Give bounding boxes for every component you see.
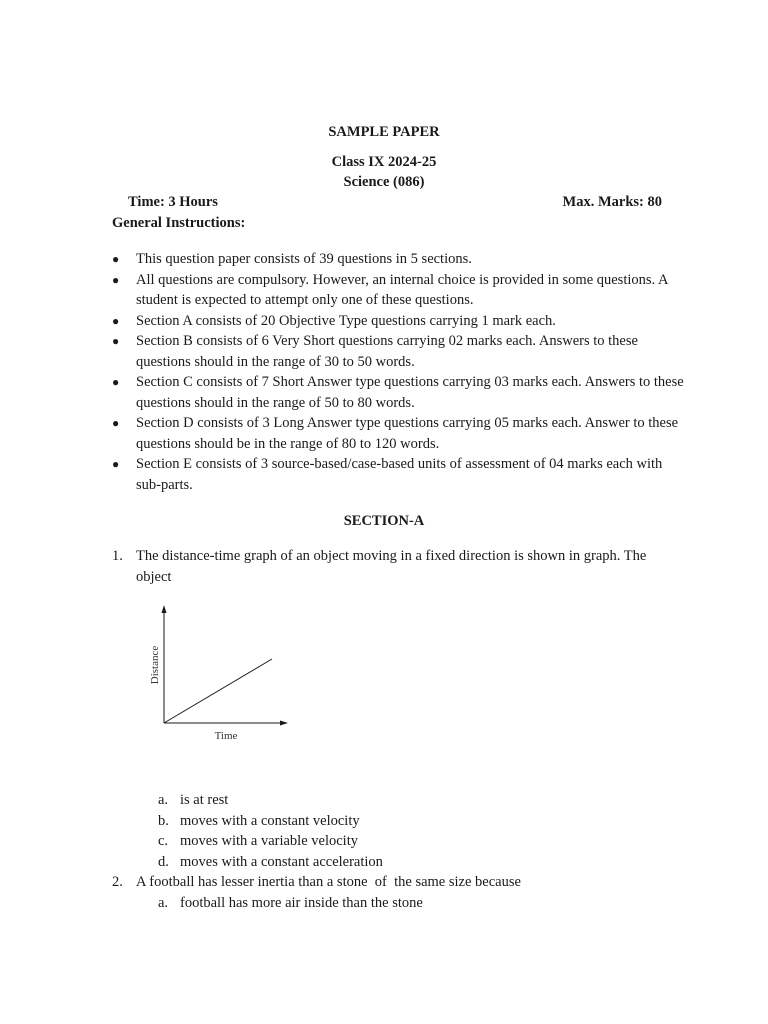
instruction-item	[112, 331, 687, 372]
distance-time-graph	[140, 600, 300, 750]
max-marks: Max. Marks: 80	[562, 194, 662, 210]
paper-title: SAMPLE PAPER	[328, 124, 440, 140]
time-allowed: Time: 3 Hours	[128, 194, 218, 210]
instruction-text: This question paper consists of 39 questions in 5 sections.	[136, 251, 472, 267]
option-letter: b.	[158, 812, 169, 829]
option-letter: d.	[158, 853, 169, 870]
instruction-text: Section B consists of 6 Very Short questions carrying 02 marks each. Answers to these questions should in the range of 30 to 50 words.	[136, 333, 638, 370]
question-number: 2.	[112, 874, 123, 890]
instructions-list-container	[112, 249, 687, 495]
question-2	[112, 872, 682, 893]
x-axis-arrow-icon	[280, 721, 288, 726]
graph-line	[164, 659, 272, 723]
question-2-options	[158, 893, 658, 914]
option-text: moves with a constant acceleration	[180, 853, 383, 870]
instruction-item	[112, 311, 687, 332]
instructions-list	[112, 249, 687, 495]
instruction-text: Section A consists of 20 Objective Type questions carrying 1 mark each.	[136, 312, 556, 329]
instruction-item	[112, 413, 687, 454]
bullet-icon: ●	[112, 457, 120, 471]
class-line: Class IX 2024-25	[331, 154, 437, 170]
option-item	[158, 811, 658, 832]
question-1	[112, 546, 682, 587]
bullet-icon: ●	[112, 272, 120, 287]
instruction-text: Section D consists of 3 Long Answer type questions carrying 05 marks each. Answer to these questions should be in the range of 80 to 120 words.	[136, 415, 679, 452]
instruction-text: Section E consists of 3 source-based/case-based units of assessment of 04 marks each with sub-parts.	[136, 456, 663, 493]
option-item	[158, 831, 658, 852]
instruction-text: All questions are compulsory. However, an internal choice is provided in some questions. A student is expected to attempt only one of these questions.	[136, 271, 668, 308]
instructions-heading: General Instructions:	[112, 215, 246, 231]
bullet-icon: ●	[112, 252, 120, 266]
question-text: The distance-time graph of an object moving in a fixed direction is shown in graph. The object	[136, 548, 647, 585]
instruction-item	[112, 249, 687, 270]
subject-line: Science (086)	[343, 174, 425, 190]
instruction-item	[112, 270, 687, 311]
option-text: football has more air inside than the stone	[180, 895, 423, 911]
instruction-item	[112, 372, 687, 413]
instruction-item	[112, 454, 687, 495]
option-item	[158, 790, 658, 811]
option-text: moves with a variable velocity	[180, 833, 358, 849]
bullet-icon: ●	[112, 334, 120, 348]
bullet-icon: ●	[112, 416, 120, 430]
option-item	[158, 852, 658, 873]
option-letter: a.	[158, 792, 169, 808]
graph-xlabel: Time	[214, 730, 238, 742]
option-text: is at rest	[180, 792, 229, 808]
question-number: 1.	[112, 548, 123, 564]
option-item	[158, 893, 658, 914]
section-heading: SECTION-A	[343, 513, 425, 529]
option-text: moves with a constant velocity	[180, 812, 360, 829]
option-letter: a.	[158, 895, 169, 911]
bullet-icon: ●	[112, 375, 120, 389]
option-letter: c.	[158, 833, 169, 849]
y-axis-arrow-icon	[162, 605, 167, 613]
question-text: A football has lesser inertia than a stone of the same size because	[136, 874, 521, 890]
graph-ylabel: Distance	[149, 645, 161, 685]
bullet-icon: ●	[112, 313, 120, 328]
instruction-text: Section C consists of 7 Short Answer type questions carrying 03 marks each. Answers to these questions should in the range of 50 to 80 words.	[136, 374, 684, 411]
question-1-options	[158, 790, 658, 872]
